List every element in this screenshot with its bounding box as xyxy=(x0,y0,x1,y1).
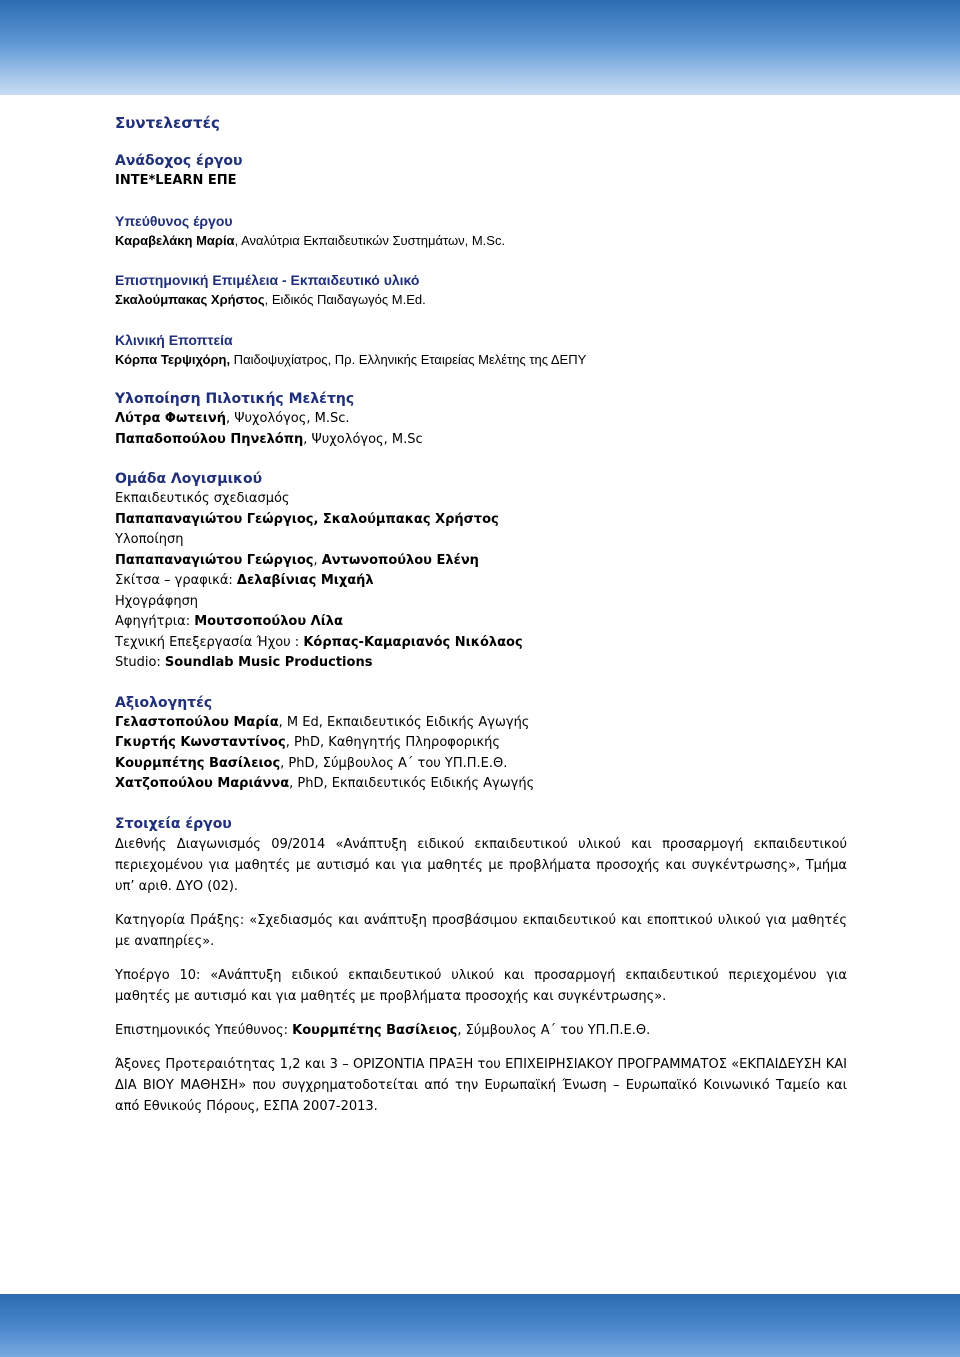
software-team-section xyxy=(115,469,847,674)
contractor-heading: Ανάδοχος έργου xyxy=(115,153,243,169)
page-title: Συντελεστές xyxy=(115,114,220,132)
pilot-study-line-2 xyxy=(115,430,847,451)
project-info-paragraph-5: Άξονες Προτεραιότητας 1,2 και 3 – ΟΡΙΖΟΝΤΙΑ ΠΡΑΞΗ του ΕΠΙΧΕΙΡΗΣΙΑΚΟΥ ΠΡΟΓΡΑΜΜΑΤΟΣ «ΕΚΠΑΙΔΕΥΣΗ ΚΑΙ ΔΙΑ ΒΙΟΥ ΜΑΘΗΣΗ» που συγχρηματοδοτείται από την Ευρωπαϊκή Ένωση – Ευρωπαϊκό Κοινωνικό Ταμείο και από Εθνικούς Πόρους, ΕΣΠΑ 2007-2013. xyxy=(115,1056,847,1114)
scientific-lead-label: Επιστημονικός Υπεύθυνος: xyxy=(115,1022,293,1038)
evaluator-name-1: Γελαστοπούλου Μαρία xyxy=(115,714,279,730)
evaluator-line-1 xyxy=(115,713,847,734)
evaluator-name-2: Γκυρτής Κωνσταντίνος xyxy=(115,735,286,750)
evaluator-role-3: , PhD, Σύμβουλος Α΄ του ΥΠ.Π.Ε.Θ. xyxy=(280,755,508,771)
implementation-line xyxy=(115,551,847,572)
scientific-supervision-section xyxy=(115,270,847,311)
evaluator-role-2: , PhD, Καθηγητής Πληροφορικής xyxy=(285,735,500,750)
pilot-study-role-1: , Ψυχολόγος, M.Sc. xyxy=(225,411,350,426)
clinical-supervision-role: Παιδοψυχίατρος, Πρ. Ελληνικής Εταιρείας Μελέτης της ΔΕΠΥ xyxy=(230,351,587,367)
clinical-supervision-name: Κόρπα Τερψιχόρη, xyxy=(115,351,231,367)
evaluators-section xyxy=(115,693,847,795)
sketch-line xyxy=(115,571,847,592)
project-info-paragraph-2: Κατηγορία Πράξης: «Σχεδιασμός και ανάπτυξη προσβάσιμου εκπαιδευτικού και εποπτικού υλικού για μαθητές με αναπηρίες». xyxy=(115,912,847,949)
clinical-supervision-heading: Κλινική Εποπτεία xyxy=(115,331,233,348)
narrator-label: Αφηγήτρια: xyxy=(115,614,195,629)
design-label: Εκπαιδευτικός σχεδιασμός xyxy=(115,491,290,506)
design-names: Παπαπαναγιώτου Γεώργιος, Σκαλούμπακας Χρήστος xyxy=(115,511,499,527)
bottom-decorative-band xyxy=(0,1294,960,1357)
scientific-supervision-line xyxy=(115,290,847,311)
narrator-name: Μουτσοπούλου Λίλα xyxy=(194,614,343,629)
top-decorative-band xyxy=(0,0,960,95)
scientific-supervision-role: , Ειδικός Παιδαγωγός M.Ed. xyxy=(264,292,426,307)
software-team-heading: Ομάδα Λογισμικού xyxy=(115,471,263,487)
evaluator-role-1: , Μ Ed, Εκπαιδευτικός Ειδικής Αγωγής xyxy=(278,714,530,730)
tech-label: Τεχνική Επεξεργασία Ήχου : xyxy=(115,634,304,650)
sketch-label: Σκίτσα – γραφικά: xyxy=(115,573,237,588)
evaluator-line-3 xyxy=(115,754,847,775)
scientific-lead-role: , Σύμβουλος Α΄ του ΥΠ.Π.Ε.Θ. xyxy=(457,1022,651,1038)
project-manager-line xyxy=(115,231,847,252)
clinical-supervision-line xyxy=(115,350,847,371)
pilot-study-name-1: Λύτρα Φωτεινή xyxy=(115,411,226,426)
pilot-study-heading: Υλοποίηση Πιλοτικής Μελέτης xyxy=(115,391,355,407)
scientific-lead-name: Κουρμπέτης Βασίλειος xyxy=(292,1022,458,1038)
evaluator-name-4: Χατζοπούλου Μαριάννα xyxy=(115,776,290,791)
project-info-paragraph-4 xyxy=(115,1020,847,1041)
tech-name: Κόρπας-Καμαριανός Νικόλαος xyxy=(303,634,523,650)
evaluator-name-3: Κουρμπέτης Βασίλειος xyxy=(115,755,281,771)
implementation-name-2: Αντωνοπούλου Ελένη xyxy=(321,552,479,568)
tech-line xyxy=(115,633,847,654)
project-manager-heading: Υπεύθυνος έργου xyxy=(115,212,233,229)
project-manager-role: , Αναλύτρια Εκπαιδευτικών Συστημάτων, M.Sc. xyxy=(234,232,506,248)
clinical-supervision-section xyxy=(115,330,847,371)
pilot-study-line-1 xyxy=(115,409,847,430)
scientific-supervision-heading: Επιστημονική Επιμέλεια - Εκπαιδευτικό υλικό xyxy=(115,272,420,288)
implementation-separator: , xyxy=(313,552,322,568)
studio-name: Soundlab Music Productions xyxy=(164,655,373,670)
evaluator-line-2 xyxy=(115,733,847,754)
audio-label: Ηχογράφηση xyxy=(115,593,199,609)
implementation-label: Υλοποίηση xyxy=(115,532,184,547)
evaluator-line-4 xyxy=(115,774,847,795)
narrator-line xyxy=(115,612,847,633)
project-manager-section xyxy=(115,211,847,252)
pilot-study-section xyxy=(115,389,847,450)
project-info-paragraph-1: Διεθνής Διαγωνισμός 09/2014 «Ανάπτυξη ειδικού εκπαιδευτικού υλικού και προσαρμογή εκπαιδευτικού περιεχομένου για μαθητές με αυτισμό και για μαθητές με προβλήματα προσοχής και συγκέντρωσης», Τμήμα υπ’ αριθ. ΔΥΟ (02). xyxy=(115,836,847,894)
pilot-study-name-2: Παπαδοπούλου Πηνελόπη xyxy=(115,431,304,447)
credits-document xyxy=(115,114,847,1130)
contractor-name: INTE*LEARN ΕΠΕ xyxy=(115,173,237,188)
project-info-paragraph-3: Υποέργο 10: «Ανάπτυξη ειδικού εκπαιδευτικού υλικού και προσαρμογή εκπαιδευτικού περιεχομένου για μαθητές με αυτισμό και για μαθητές με προβλήματα προσοχής και συγκέντρωσης». xyxy=(115,967,847,1004)
contractor-section xyxy=(115,151,847,192)
evaluator-role-4: , PhD, Εκπαιδευτικός Ειδικής Αγωγής xyxy=(289,776,535,791)
scientific-supervision-name: Σκαλούμπακας Χρήστος xyxy=(115,292,265,307)
project-manager-name: Καραβελάκη Μαρία xyxy=(115,232,235,248)
studio-line xyxy=(115,653,847,674)
sketch-name: Δελαβίνιας Μιχαήλ xyxy=(236,573,374,588)
evaluators-heading: Αξιολογητές xyxy=(115,694,213,711)
pilot-study-role-2: , Ψυχολόγος, M.Sc xyxy=(303,431,423,447)
implementation-name-1: Παπαπαναγιώτου Γεώργιος xyxy=(115,552,314,568)
project-info-heading: Στοιχεία έργου xyxy=(115,815,232,832)
studio-label: Studio: xyxy=(115,655,165,670)
project-info-section xyxy=(115,814,847,1117)
